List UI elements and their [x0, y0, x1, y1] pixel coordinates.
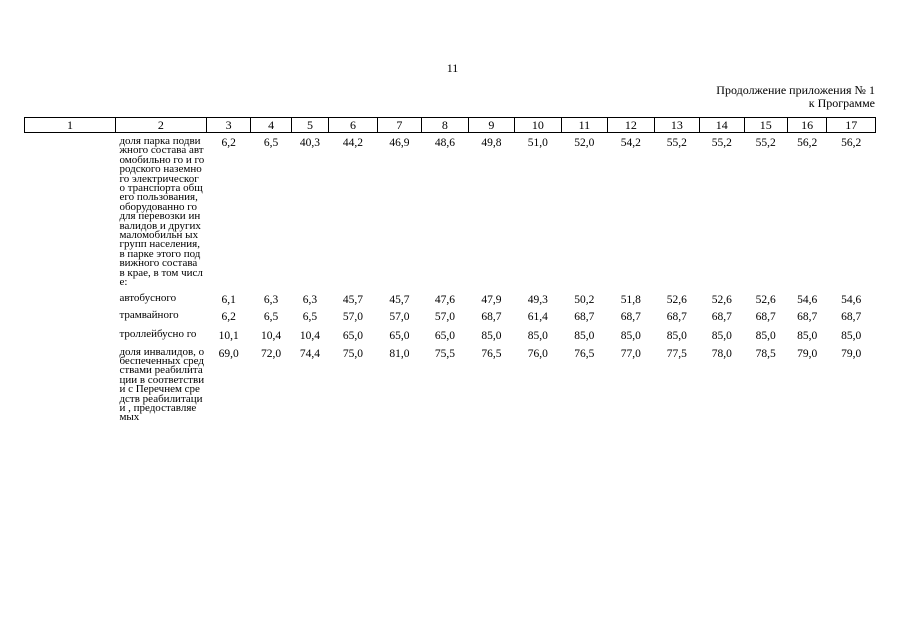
- indicator-value: 46,9: [389, 137, 410, 149]
- indicator-value: 75,5: [434, 347, 455, 360]
- indicator-value: 77,0: [620, 347, 641, 360]
- empty-cell: [25, 288, 116, 306]
- indicator-value: 85,0: [711, 329, 732, 342]
- indicator-value: 76,5: [574, 347, 595, 360]
- table-row: [25, 306, 876, 323]
- column-number-header: 8: [422, 118, 468, 133]
- appendix-note-line-1: Продолжение приложения № 1: [716, 83, 875, 97]
- column-number-header: 10: [515, 118, 561, 133]
- indicator-value: 54,2: [620, 137, 641, 149]
- indicator-label: доля парка подвижного состава автомобильно го и городского наземного электрическог о транспорта общего пользования, оборудованно го для перевозки инвалидов и других маломобильн ых групп населения, в парке этого подвижного состава в крае, в том числе:: [119, 135, 205, 289]
- indicator-value: 76,0: [527, 347, 548, 360]
- indicator-value: 72,0: [261, 347, 282, 360]
- indicator-value: 65,0: [389, 329, 410, 342]
- indicator-value: 68,7: [755, 310, 776, 323]
- indicator-value: 6,3: [263, 293, 279, 306]
- indicator-label: троллейбусно го: [119, 327, 197, 340]
- indicator-value: 54,6: [797, 293, 818, 306]
- table-row: [25, 342, 876, 423]
- table-row: [25, 288, 876, 306]
- indicator-value: 54,6: [841, 293, 862, 306]
- indicator-value: 52,0: [574, 137, 595, 149]
- indicator-value: 65,0: [434, 329, 455, 342]
- indicator-value: 10,4: [299, 329, 321, 342]
- indicator-value: 81,0: [389, 347, 410, 360]
- indicator-value: 50,2: [574, 293, 595, 306]
- indicator-value: 78,0: [711, 347, 732, 360]
- indicator-value: 68,7: [841, 310, 862, 323]
- column-number-header: 17: [827, 118, 876, 133]
- indicator-value: 78,5: [755, 347, 776, 360]
- indicator-value: 79,0: [797, 347, 818, 360]
- indicator-value: 6,1: [221, 293, 236, 306]
- indicator-value: 40,3: [299, 137, 321, 149]
- column-number-header: 1: [25, 118, 116, 133]
- indicator-value: 48,6: [434, 137, 455, 149]
- empty-cell: [25, 133, 116, 288]
- indicator-value: 68,7: [481, 310, 502, 323]
- empty-cell: [25, 306, 116, 323]
- indicator-value: 69,0: [218, 347, 239, 360]
- table-body: [25, 133, 876, 423]
- column-number-header: 14: [700, 118, 744, 133]
- indicator-value: 57,0: [389, 310, 410, 323]
- column-number-header: 3: [206, 118, 250, 133]
- indicator-value: 85,0: [481, 329, 502, 342]
- column-number-header-row: [25, 118, 876, 133]
- indicator-value: 10,4: [261, 329, 282, 342]
- indicator-value: 77,5: [666, 347, 687, 360]
- column-number-header: 15: [744, 118, 787, 133]
- column-number-header: 5: [291, 118, 328, 133]
- indicator-value: 65,0: [342, 329, 363, 342]
- appendix-note: [716, 84, 875, 110]
- column-number-header: 12: [608, 118, 654, 133]
- column-number-header: 4: [251, 118, 291, 133]
- indicator-value: 85,0: [527, 329, 548, 342]
- indicator-value: 45,7: [342, 293, 363, 306]
- indicator-value: 47,9: [481, 293, 502, 306]
- indicator-value: 6,5: [302, 310, 318, 323]
- indicator-value: 55,2: [666, 137, 687, 149]
- indicator-value: 68,7: [797, 310, 818, 323]
- indicator-value: 6,2: [221, 137, 236, 149]
- table-row: [25, 323, 876, 342]
- indicator-value: 44,2: [342, 137, 363, 149]
- indicator-value: 57,0: [434, 310, 455, 323]
- appendix-note-line-2: к Программе: [808, 96, 875, 110]
- indicator-value: 85,0: [797, 329, 818, 342]
- indicator-value: 49,3: [527, 293, 548, 306]
- indicator-value: 56,2: [797, 137, 818, 149]
- indicator-value: 6,5: [263, 310, 279, 323]
- indicators-table: [24, 117, 876, 423]
- indicator-value: 45,7: [389, 293, 410, 306]
- column-number-header: 9: [468, 118, 514, 133]
- indicator-value: 52,6: [666, 293, 687, 306]
- indicator-value: 85,0: [666, 329, 687, 342]
- column-number-header: 13: [654, 118, 699, 133]
- indicator-value: 6,2: [221, 310, 236, 323]
- indicator-value: 56,2: [841, 137, 862, 149]
- indicator-value: 61,4: [527, 310, 548, 323]
- indicator-value: 6,3: [302, 293, 318, 306]
- indicator-value: 85,0: [755, 329, 776, 342]
- column-number-header: 16: [787, 118, 826, 133]
- table-row: [25, 133, 876, 288]
- column-number-header: 7: [377, 118, 421, 133]
- indicator-value: 68,7: [666, 310, 687, 323]
- indicator-value: 6,5: [263, 137, 279, 149]
- indicator-value: 51,8: [620, 293, 641, 306]
- indicator-value: 10,1: [218, 329, 239, 342]
- indicator-value: 79,0: [841, 347, 862, 360]
- column-number-header: 11: [561, 118, 607, 133]
- indicator-value: 68,7: [711, 310, 732, 323]
- indicator-value: 76,5: [481, 347, 502, 360]
- indicator-label: доля инвалидов, обеспеченных средствами реабилитации в соответствии с Перечнем средств реабилитации , предоставляе мых: [119, 345, 205, 424]
- page-number: 11: [446, 61, 459, 75]
- indicator-value: 85,0: [574, 329, 595, 342]
- indicator-label: трамвайного: [119, 308, 179, 321]
- indicator-value: 51,0: [527, 137, 548, 149]
- empty-cell: [25, 342, 116, 423]
- indicator-value: 49,8: [481, 137, 502, 149]
- empty-cell: [25, 323, 116, 342]
- indicator-value: 85,0: [841, 329, 862, 342]
- column-number-header: 6: [329, 118, 378, 133]
- indicator-value: 68,7: [620, 310, 641, 323]
- indicator-value: 74,4: [299, 347, 321, 360]
- indicator-value: 47,6: [434, 293, 455, 306]
- indicator-value: 85,0: [620, 329, 641, 342]
- indicator-value: 52,6: [755, 293, 776, 306]
- column-number-header: 2: [115, 118, 206, 133]
- indicator-value: 57,0: [342, 310, 363, 323]
- indicator-value: 52,6: [711, 293, 732, 306]
- indicator-value: 68,7: [574, 310, 595, 323]
- indicator-value: 55,2: [755, 137, 776, 149]
- indicator-value: 75,0: [342, 347, 363, 360]
- indicator-label: автобусного: [119, 291, 177, 304]
- indicator-value: 55,2: [711, 137, 732, 149]
